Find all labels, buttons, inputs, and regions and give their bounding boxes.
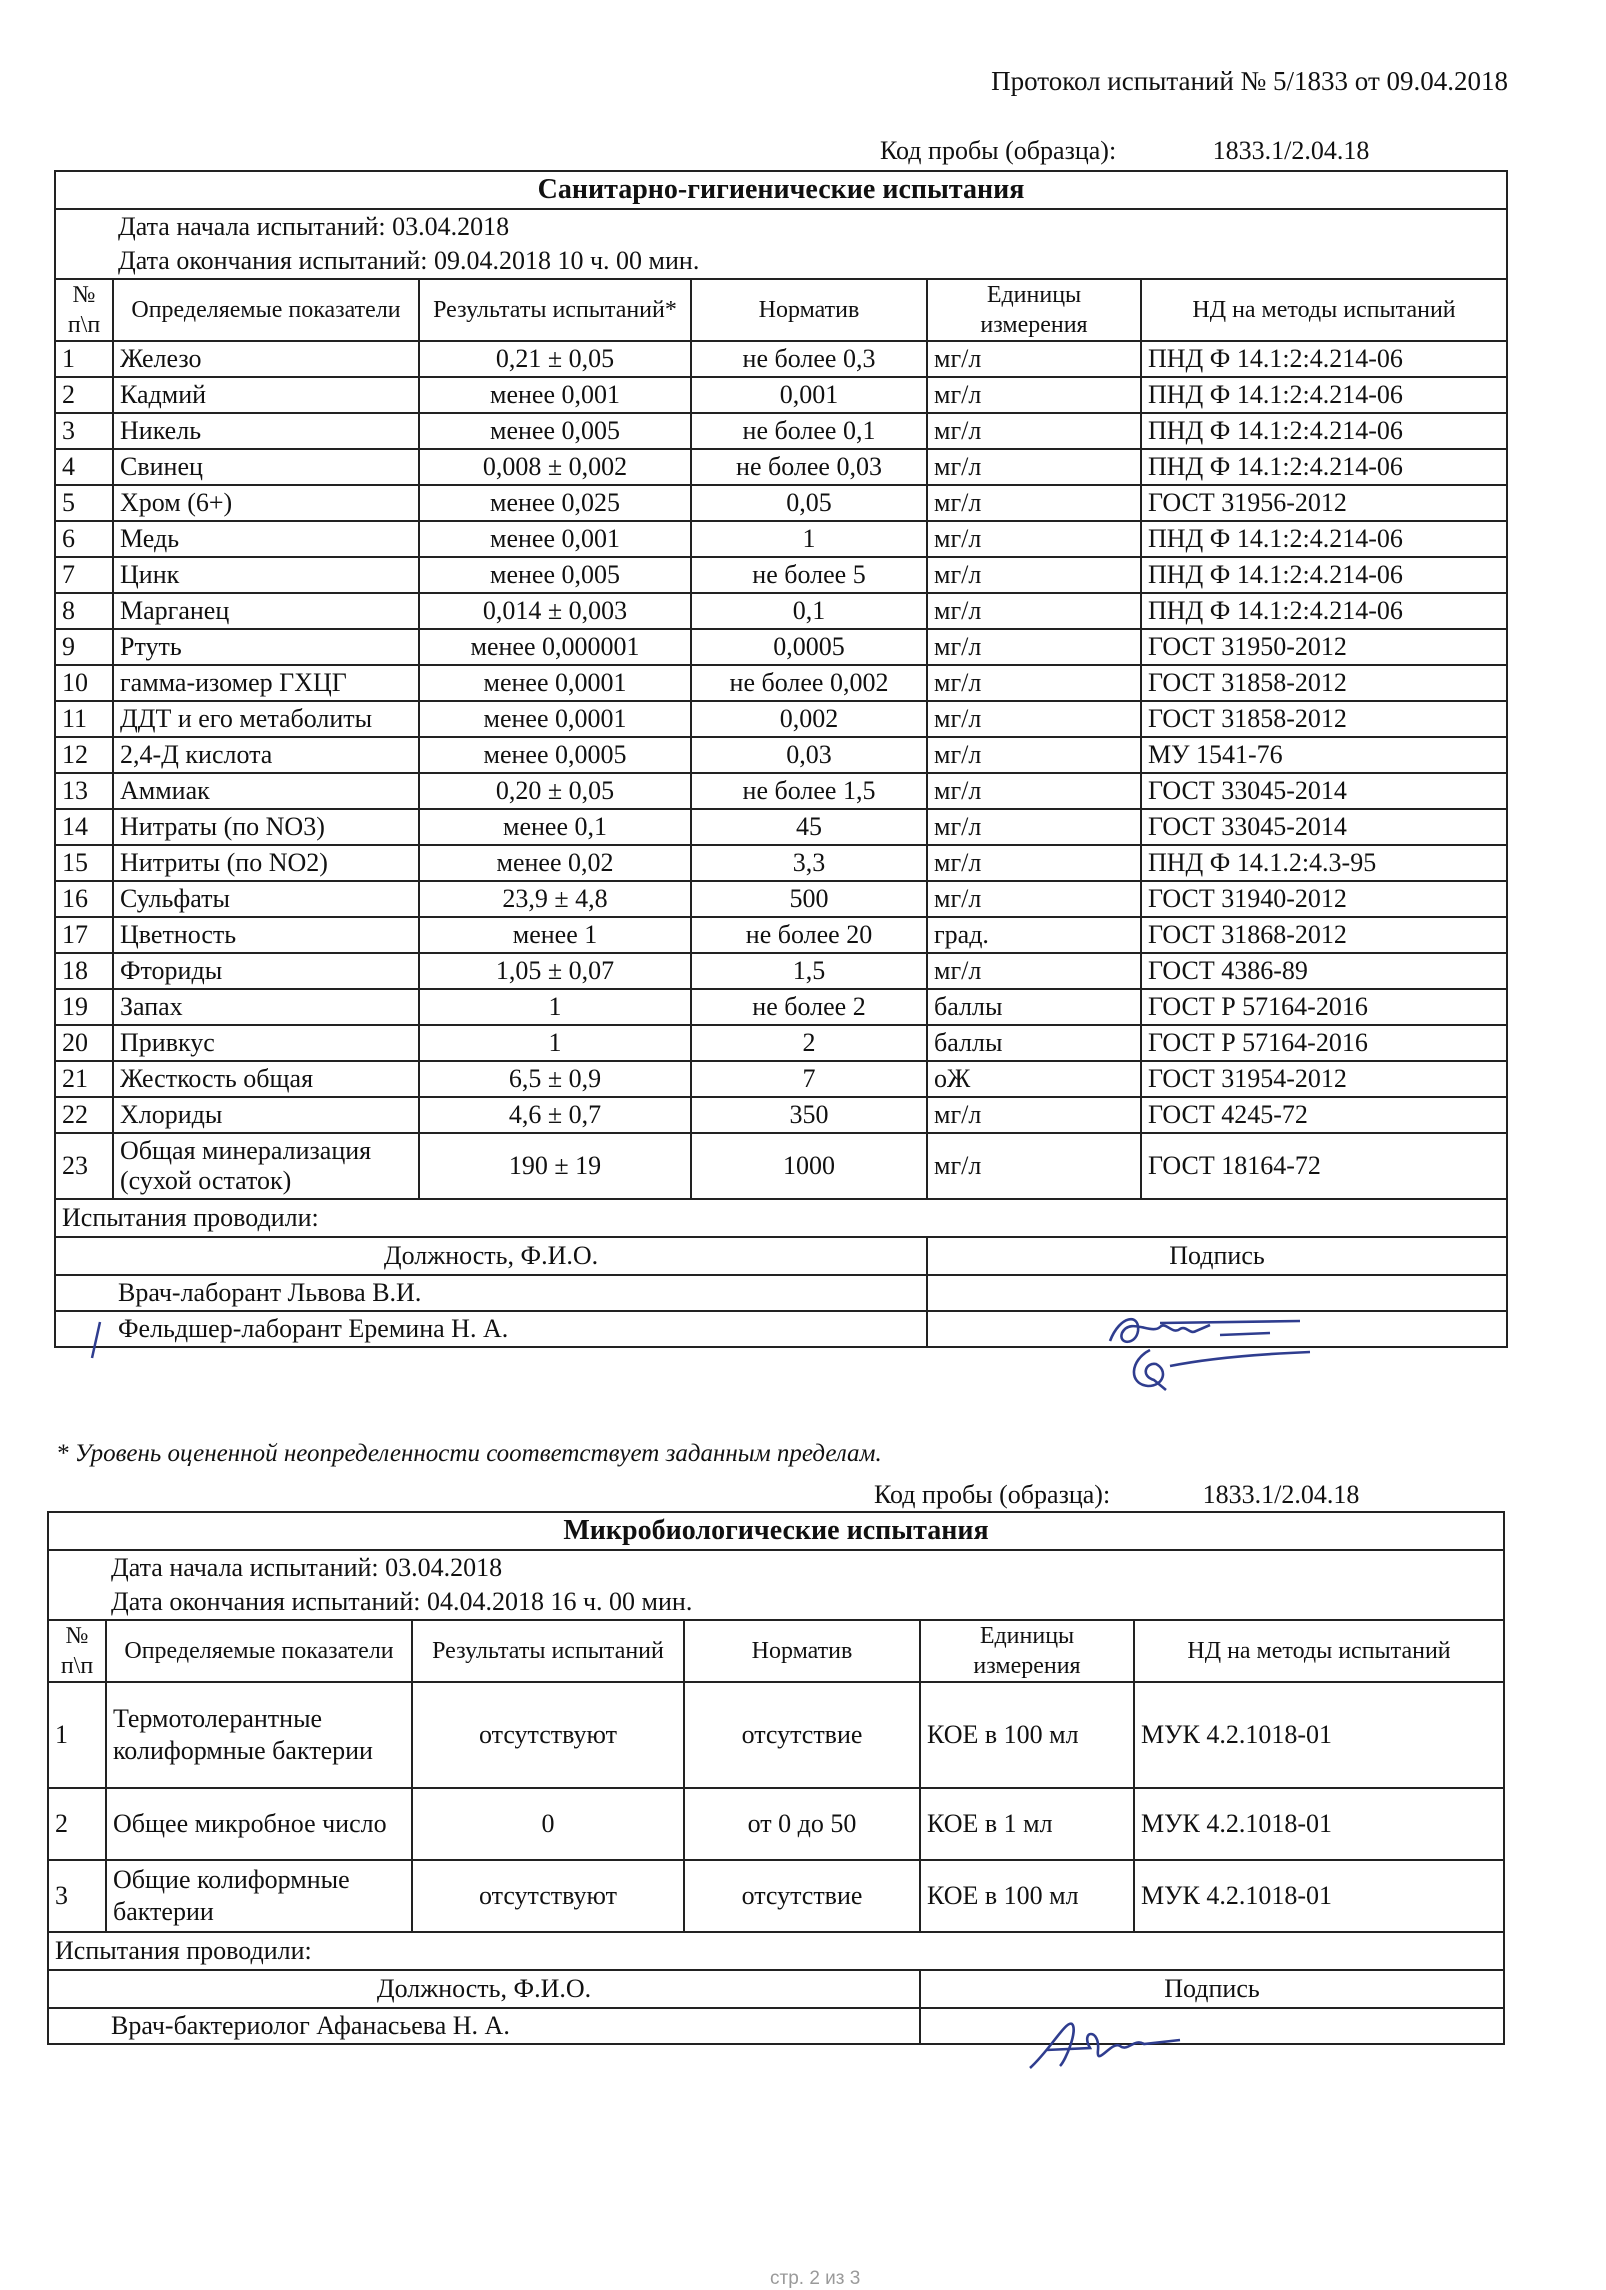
method-value: ГОСТ 31940-2012 [1141,881,1507,917]
col-result-header: Результаты испытаний* [419,279,691,341]
indicator-name: Хром (6+) [113,485,419,521]
result-value: 1 [419,1025,691,1061]
unit-value: мг/л [927,593,1141,629]
end-date: Дата окончания испытаний: 09.04.2018 10 ч. 00 мин. [55,244,1507,279]
norm-value: 45 [691,809,927,845]
indicator-name: Запах [113,989,419,1025]
row-number: 22 [55,1097,113,1133]
table-row [55,593,1507,629]
row-number: 20 [55,1025,113,1061]
result-value: менее 1 [419,917,691,953]
method-value: ПНД Ф 14.1:2:4.214-06 [1141,413,1507,449]
section-title: Санитарно-гигиенические испытания [55,171,1507,209]
unit-value: мг/л [927,845,1141,881]
col-indicator-header: Определяемые показатели [113,279,419,341]
table-row [55,845,1507,881]
norm-value: 0,1 [691,593,927,629]
method-value: ПНД Ф 14.1.2:4.3-95 [1141,845,1507,881]
unit-value: мг/л [927,701,1141,737]
start-date: Дата начала испытаний: 03.04.2018 [48,1550,1504,1585]
row-number: 19 [55,989,113,1025]
signature-cell [920,2008,1504,2044]
norm-value: 0,05 [691,485,927,521]
row-number: 13 [55,773,113,809]
row-number: 5 [55,485,113,521]
norm-value: 0,002 [691,701,927,737]
norm-value: не более 2 [691,989,927,1025]
start-date: Дата начала испытаний: 03.04.2018 [55,209,1507,244]
row-number: 18 [55,953,113,989]
result-value: 0 [412,1788,684,1860]
result-value: 6,5 ± 0,9 [419,1061,691,1097]
indicator-name: Марганец [113,593,419,629]
method-value: ГОСТ Р 57164-2016 [1141,1025,1507,1061]
indicator-name: гамма-изомер ГХЦГ [113,665,419,701]
unit-value: КОЕ в 100 мл [920,1682,1134,1788]
result-value: менее 0,000001 [419,629,691,665]
table-row [55,665,1507,701]
uncertainty-footnote: * Уровень оцененной неопределенности соответствует заданным пределам. [56,1440,882,1467]
section-title: Микробиологические испытания [48,1512,1504,1550]
indicator-name: ДДТ и его метаболиты [113,701,419,737]
unit-value: мг/л [927,449,1141,485]
indicator-name: 2,4-Д кислота [113,737,419,773]
col-norm-header: Норматив [684,1620,920,1682]
indicator-name: Цинк [113,557,419,593]
row-number: 10 [55,665,113,701]
unit-value: мг/л [927,521,1141,557]
norm-value: не более 5 [691,557,927,593]
result-value: 190 ± 19 [419,1133,691,1199]
result-value: 0,014 ± 0,003 [419,593,691,629]
norm-value: 0,03 [691,737,927,773]
unit-value: мг/л [927,629,1141,665]
sample-code-label: Код пробы (образца): [880,136,1117,165]
method-value: ГОСТ 31868-2012 [1141,917,1507,953]
method-value: ГОСТ 33045-2014 [1141,773,1507,809]
method-value: ГОСТ Р 57164-2016 [1141,989,1507,1025]
method-value: МУК 4.2.1018-01 [1134,1682,1504,1788]
col-unit-header: Единицы измерения [920,1620,1134,1682]
method-value: МУК 4.2.1018-01 [1134,1860,1504,1932]
signature-afanasyeva [1020,2010,1190,2080]
row-number: 15 [55,845,113,881]
table-row [48,1788,1504,1860]
method-value: ПНД Ф 14.1:2:4.214-06 [1141,341,1507,377]
row-number: 6 [55,521,113,557]
table-row [55,917,1507,953]
unit-value: мг/л [927,737,1141,773]
table-row [55,701,1507,737]
indicator-name: Общие колиформные бактерии [106,1860,412,1932]
unit-value: мг/л [927,377,1141,413]
col-num-header: № п\п [48,1620,106,1682]
norm-value: 2 [691,1025,927,1061]
indicator-name: Никель [113,413,419,449]
method-value: ПНД Ф 14.1:2:4.214-06 [1141,521,1507,557]
result-value: отсутствуют [412,1860,684,1932]
norm-value: 1000 [691,1133,927,1199]
norm-value: не более 0,002 [691,665,927,701]
table-row [55,485,1507,521]
method-value: МУ 1541-76 [1141,737,1507,773]
result-value: менее 0,005 [419,413,691,449]
table-row [55,953,1507,989]
unit-value: мг/л [927,341,1141,377]
norm-value: не более 0,3 [691,341,927,377]
norm-value: отсутствие [684,1682,920,1788]
norm-value: не более 1,5 [691,773,927,809]
signature-header: Подпись [920,1970,1504,2008]
unit-value: мг/л [927,1097,1141,1133]
norm-value: 7 [691,1061,927,1097]
row-number: 12 [55,737,113,773]
row-number: 3 [48,1860,106,1932]
method-value: ГОСТ 31954-2012 [1141,1061,1507,1097]
norm-value: не более 0,1 [691,413,927,449]
indicator-name: Жесткость общая [113,1061,419,1097]
indicator-name: Привкус [113,1025,419,1061]
col-method-header: НД на методы испытаний [1134,1620,1504,1682]
col-indicator-header: Определяемые показатели [106,1620,412,1682]
result-value: 23,9 ± 4,8 [419,881,691,917]
norm-value: 0,0005 [691,629,927,665]
sample-code-value: 1833.1/2.04.18 [1202,1480,1360,1509]
table-row [55,521,1507,557]
unit-value: мг/л [927,413,1141,449]
method-value: ГОСТ 31956-2012 [1141,485,1507,521]
indicator-name: Аммиак [113,773,419,809]
norm-value: отсутствие [684,1860,920,1932]
sample-code-line-1 [880,136,1369,166]
result-value: менее 0,1 [419,809,691,845]
norm-value: не более 0,03 [691,449,927,485]
col-result-header: Результаты испытаний [412,1620,684,1682]
unit-value: КОЕ в 1 мл [920,1788,1134,1860]
indicator-name: Хлориды [113,1097,419,1133]
unit-value: мг/л [927,881,1141,917]
result-value: 0,20 ± 0,05 [419,773,691,809]
row-number: 1 [55,341,113,377]
indicator-name: Свинец [113,449,419,485]
table-row [55,413,1507,449]
table-header-row [55,279,1507,341]
conducted-by-label: Испытания проводили: [48,1932,1504,1970]
method-value: МУК 4.2.1018-01 [1134,1788,1504,1860]
signature-eremina [1120,1340,1320,1400]
method-value: ГОСТ 18164-72 [1141,1133,1507,1199]
result-value: менее 0,001 [419,377,691,413]
page-number: стр. 2 из 3 [770,2268,861,2289]
col-num-header: № п\п [55,279,113,341]
result-value: 0,008 ± 0,002 [419,449,691,485]
row-number: 17 [55,917,113,953]
method-value: ГОСТ 31858-2012 [1141,701,1507,737]
unit-value: мг/л [927,1133,1141,1199]
unit-value: град. [927,917,1141,953]
end-date: Дата окончания испытаний: 04.04.2018 16 ч. 00 мин. [48,1585,1504,1620]
method-value: ГОСТ 31950-2012 [1141,629,1507,665]
norm-value: 1,5 [691,953,927,989]
row-number: 14 [55,809,113,845]
conducted-by-label: Испытания проводили: [55,1199,1507,1237]
signature-header: Подпись [927,1237,1507,1275]
sample-code-line-2 [874,1480,1359,1510]
table-row [55,557,1507,593]
unit-value: мг/л [927,953,1141,989]
indicator-name: Сульфаты [113,881,419,917]
row-number: 2 [48,1788,106,1860]
norm-value: 0,001 [691,377,927,413]
table-row [55,449,1507,485]
row-number: 3 [55,413,113,449]
norm-value: не более 20 [691,917,927,953]
sample-code-label: Код пробы (образца): [874,1480,1111,1509]
indicator-name: Общее микробное число [106,1788,412,1860]
table-row [55,1097,1507,1133]
result-value: менее 0,02 [419,845,691,881]
indicator-name: Цветность [113,917,419,953]
result-value: 1,05 ± 0,07 [419,953,691,989]
norm-value: 1 [691,521,927,557]
result-value: 0,21 ± 0,05 [419,341,691,377]
staff-name: Врач-лаборант Львова В.И. [55,1275,927,1311]
indicator-name: Железо [113,341,419,377]
row-number: 23 [55,1133,113,1199]
table-row [55,881,1507,917]
row-number: 11 [55,701,113,737]
method-value: ПНД Ф 14.1:2:4.214-06 [1141,557,1507,593]
result-value: менее 0,0005 [419,737,691,773]
indicator-name: Термотолерантные колиформные бактерии [106,1682,412,1788]
position-header: Должность, Ф.И.О. [55,1237,927,1275]
table-row [48,1860,1504,1932]
sample-code-value: 1833.1/2.04.18 [1212,136,1370,165]
row-number: 16 [55,881,113,917]
method-value: ГОСТ 33045-2014 [1141,809,1507,845]
row-number: 2 [55,377,113,413]
result-value: 4,6 ± 0,7 [419,1097,691,1133]
result-value: менее 0,025 [419,485,691,521]
microbiology-tests-table [47,1511,1505,2045]
unit-value: мг/л [927,773,1141,809]
method-value: ПНД Ф 14.1:2:4.214-06 [1141,377,1507,413]
norm-value: 3,3 [691,845,927,881]
table-row [55,773,1507,809]
unit-value: баллы [927,1025,1141,1061]
unit-value: мг/л [927,809,1141,845]
norm-value: 500 [691,881,927,917]
row-number: 8 [55,593,113,629]
position-header: Должность, Ф.И.О. [48,1970,920,2008]
table-row [55,989,1507,1025]
norm-value: от 0 до 50 [684,1788,920,1860]
table-row [55,341,1507,377]
table-row [48,1682,1504,1788]
row-number: 21 [55,1061,113,1097]
indicator-name: Ртуть [113,629,419,665]
check-mark-icon [86,1318,106,1362]
sanitary-tests-table [54,170,1508,1348]
method-value: ГОСТ 4386-89 [1141,953,1507,989]
table-header-row [48,1620,1504,1682]
staff-name: Фельдшер-лаборант Еремина Н. А. [55,1311,927,1347]
col-method-header: НД на методы испытаний [1141,279,1507,341]
indicator-name: Нитриты (по NO2) [113,845,419,881]
method-value: ПНД Ф 14.1:2:4.214-06 [1141,449,1507,485]
unit-value: оЖ [927,1061,1141,1097]
staff-row [48,2008,1504,2044]
indicator-name: Медь [113,521,419,557]
row-number: 7 [55,557,113,593]
result-value: менее 0,0001 [419,665,691,701]
result-value: менее 0,001 [419,521,691,557]
col-norm-header: Норматив [691,279,927,341]
table-row [55,1133,1507,1199]
table-row [55,377,1507,413]
result-value: 1 [419,989,691,1025]
unit-value: КОЕ в 100 мл [920,1860,1134,1932]
table-row [55,1025,1507,1061]
row-number: 1 [48,1682,106,1788]
result-value: менее 0,0001 [419,701,691,737]
table-row [55,629,1507,665]
method-value: ПНД Ф 14.1:2:4.214-06 [1141,593,1507,629]
staff-name: Врач-бактериолог Афанасьева Н. А. [48,2008,920,2044]
unit-value: мг/л [927,485,1141,521]
result-value: менее 0,005 [419,557,691,593]
unit-value: мг/л [927,665,1141,701]
table-row [55,737,1507,773]
unit-value: баллы [927,989,1141,1025]
norm-value: 350 [691,1097,927,1133]
table-row [55,1061,1507,1097]
indicator-name: Общая минерализация (сухой остаток) [113,1133,419,1199]
method-value: ГОСТ 4245-72 [1141,1097,1507,1133]
table-row [55,809,1507,845]
indicator-name: Фториды [113,953,419,989]
indicator-name: Нитраты (по NO3) [113,809,419,845]
row-number: 9 [55,629,113,665]
result-value: отсутствуют [412,1682,684,1788]
row-number: 4 [55,449,113,485]
indicator-name: Кадмий [113,377,419,413]
unit-value: мг/л [927,557,1141,593]
col-unit-header: Единицы измерения [927,279,1141,341]
protocol-title: Протокол испытаний № 5/1833 от 09.04.2018 [991,66,1508,96]
method-value: ГОСТ 31858-2012 [1141,665,1507,701]
